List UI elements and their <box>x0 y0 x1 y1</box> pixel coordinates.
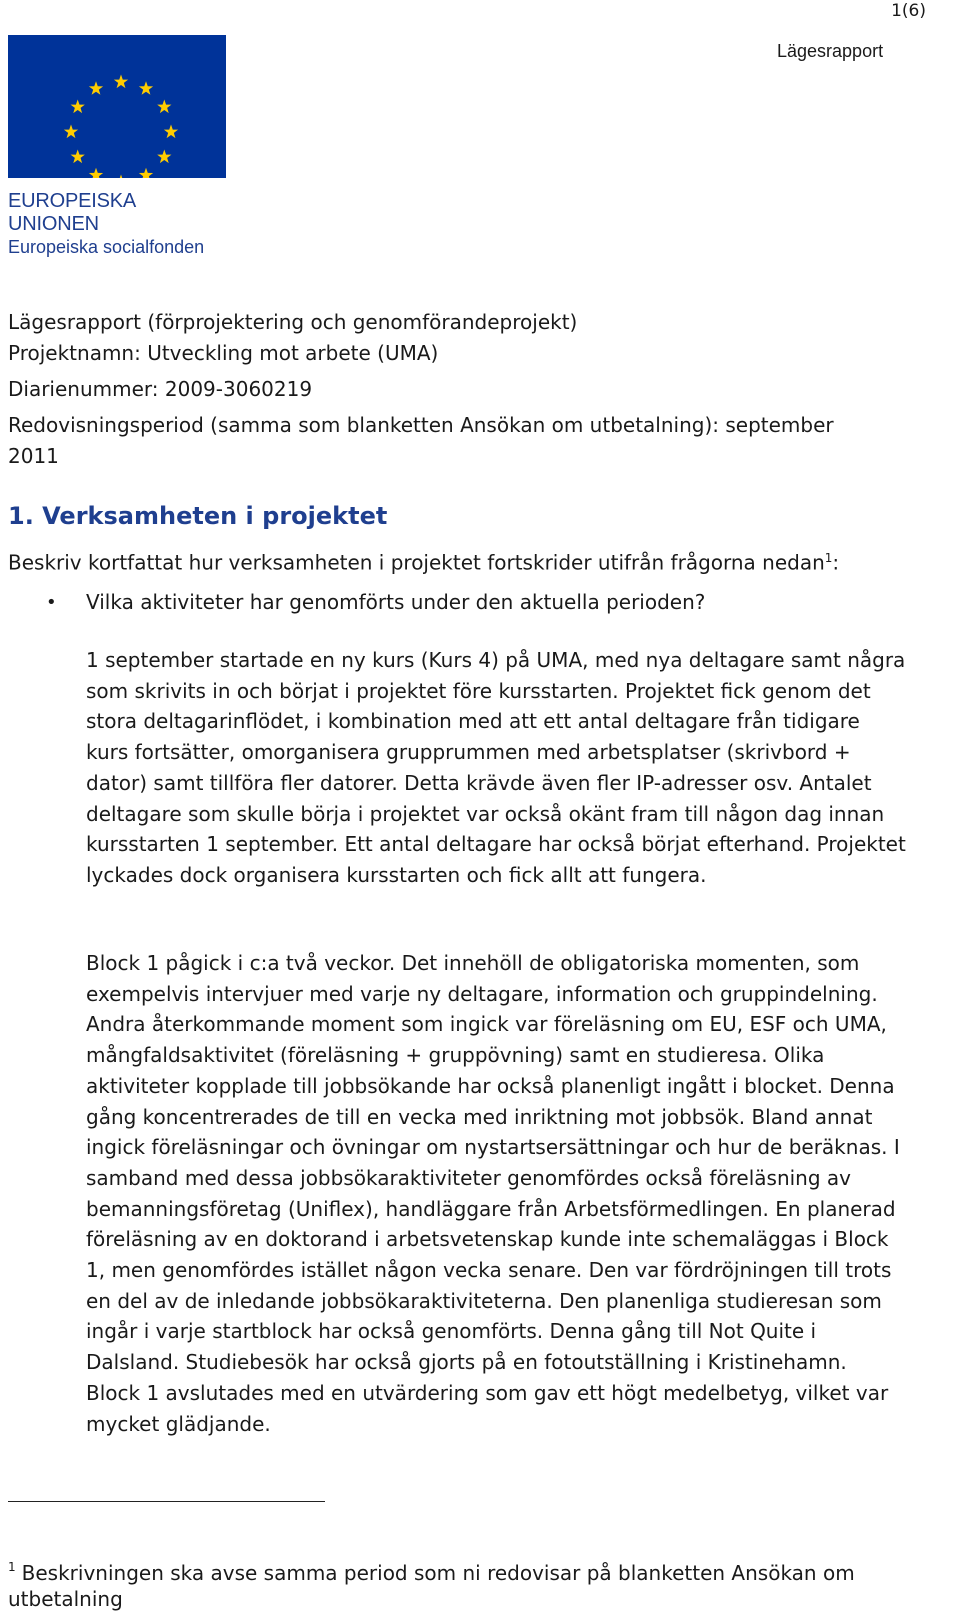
answer-paragraph-2: Block 1 pågick i c:a två veckor. Det innehöll de obligatoriska momenten, som exempelvis intervjuer med varje ny deltagare, information och gruppindelning. Andra återkommande moment som ingick var föreläsning om EU, ESF och UMA, mångfaldsaktivitet (föreläsning + gruppövning) samt en studieresa. Olika aktiviteter kopplade till jobbsökande har också planenligt ingått i blocket. Denna gång koncentrerades de till en vecka med inriktning mot jobbsök. Bland annat ingick föreläsningar och övningar om nystartsersättningar och hur de beräknas. I samband med dessa jobbsökaraktiviteter genomfördes också föreläsning av bemanningsföretag (Uniflex), handläggare från Arbetsförmedlingen. En planerad föreläsning av en doktorand i arbetsvetenskap kunde inte schemaläggas i Block 1, men genomfördes istället någon vecka senare. Den var fördröjningen till trots en del av de inledande jobbsökaraktiviteterna. Den planenliga studieresan som ingår i varje startblock har också genomförts. Denna gång till Not Quite i Dalsland. Studiebesök har också gjorts på en fotoutställning i Kristinehamn. Block 1 avslutades med en utvärdering som gav ett högt medelbetyg, vilket var mycket glädjande. <box>86 951 900 1436</box>
answer-paragraph-1: 1 september startade en ny kurs (Kurs 4) på UMA, med nya deltagare samt några som skrivits in och börjat i projektet före kursstarten. Projektet fick genom det stora deltagarinflödet, i kombination med att ett antal deltagare från tidigare kurs fortsätter, omorganisera grupprummen med arbetsplatser (skrivbord + dator) samt tillföra fler datorer. Detta krävde även fler IP-adresser osv. Antalet deltagare som skulle börja i projektet var också okänt fram till någon dag innan kursstarten 1 september. Ett antal deltagare har också börjat efterhand. Projektet lyckades dock organisera kursstarten och fick allt att fungera. <box>86 648 906 887</box>
footnote <box>8 1554 918 1612</box>
report-meta <box>8 307 888 472</box>
footnote-ref: 1 <box>824 551 833 565</box>
instruction-colon: : <box>832 550 840 575</box>
page-number: 1(6) <box>891 1 926 21</box>
logo-line2: Europeiska socialfonden <box>8 237 205 257</box>
footnote-divider <box>8 1501 325 1502</box>
header-label: Lägesrapport <box>777 41 884 61</box>
logo-line1: EUROPEISKA UNIONEN <box>8 190 135 235</box>
eu-flag-icon <box>8 35 226 178</box>
case-number: Diarienummer: 2009-3060219 <box>8 377 313 401</box>
footnote-number: 1 <box>8 1560 16 1574</box>
footnote-text: Beskrivningen ska avse samma period som ni redovisar på blanketten Ansökan om utbetalning <box>8 1561 855 1611</box>
report-type: Lägesrapport (förprojektering och genomförandeprojekt) <box>8 310 578 334</box>
instruction-body: Beskriv kortfattat hur verksamheten i projektet fortskrider utifrån frågorna nedan <box>8 550 825 575</box>
eu-logo <box>8 35 228 259</box>
project-name: Projektnamn: Utveckling mot arbete (UMA) <box>8 341 439 365</box>
instruction-text <box>8 543 839 579</box>
section-heading: 1. Verksamheten i projektet <box>8 502 388 530</box>
reporting-period: Redovisningsperiod (samma som blanketten Ansökan om utbetalning): september 2011 <box>8 413 834 468</box>
question-text: Vilka aktiviteter har genomförts under den aktuella perioden? <box>86 590 706 614</box>
bullet-icon: • <box>46 592 57 613</box>
